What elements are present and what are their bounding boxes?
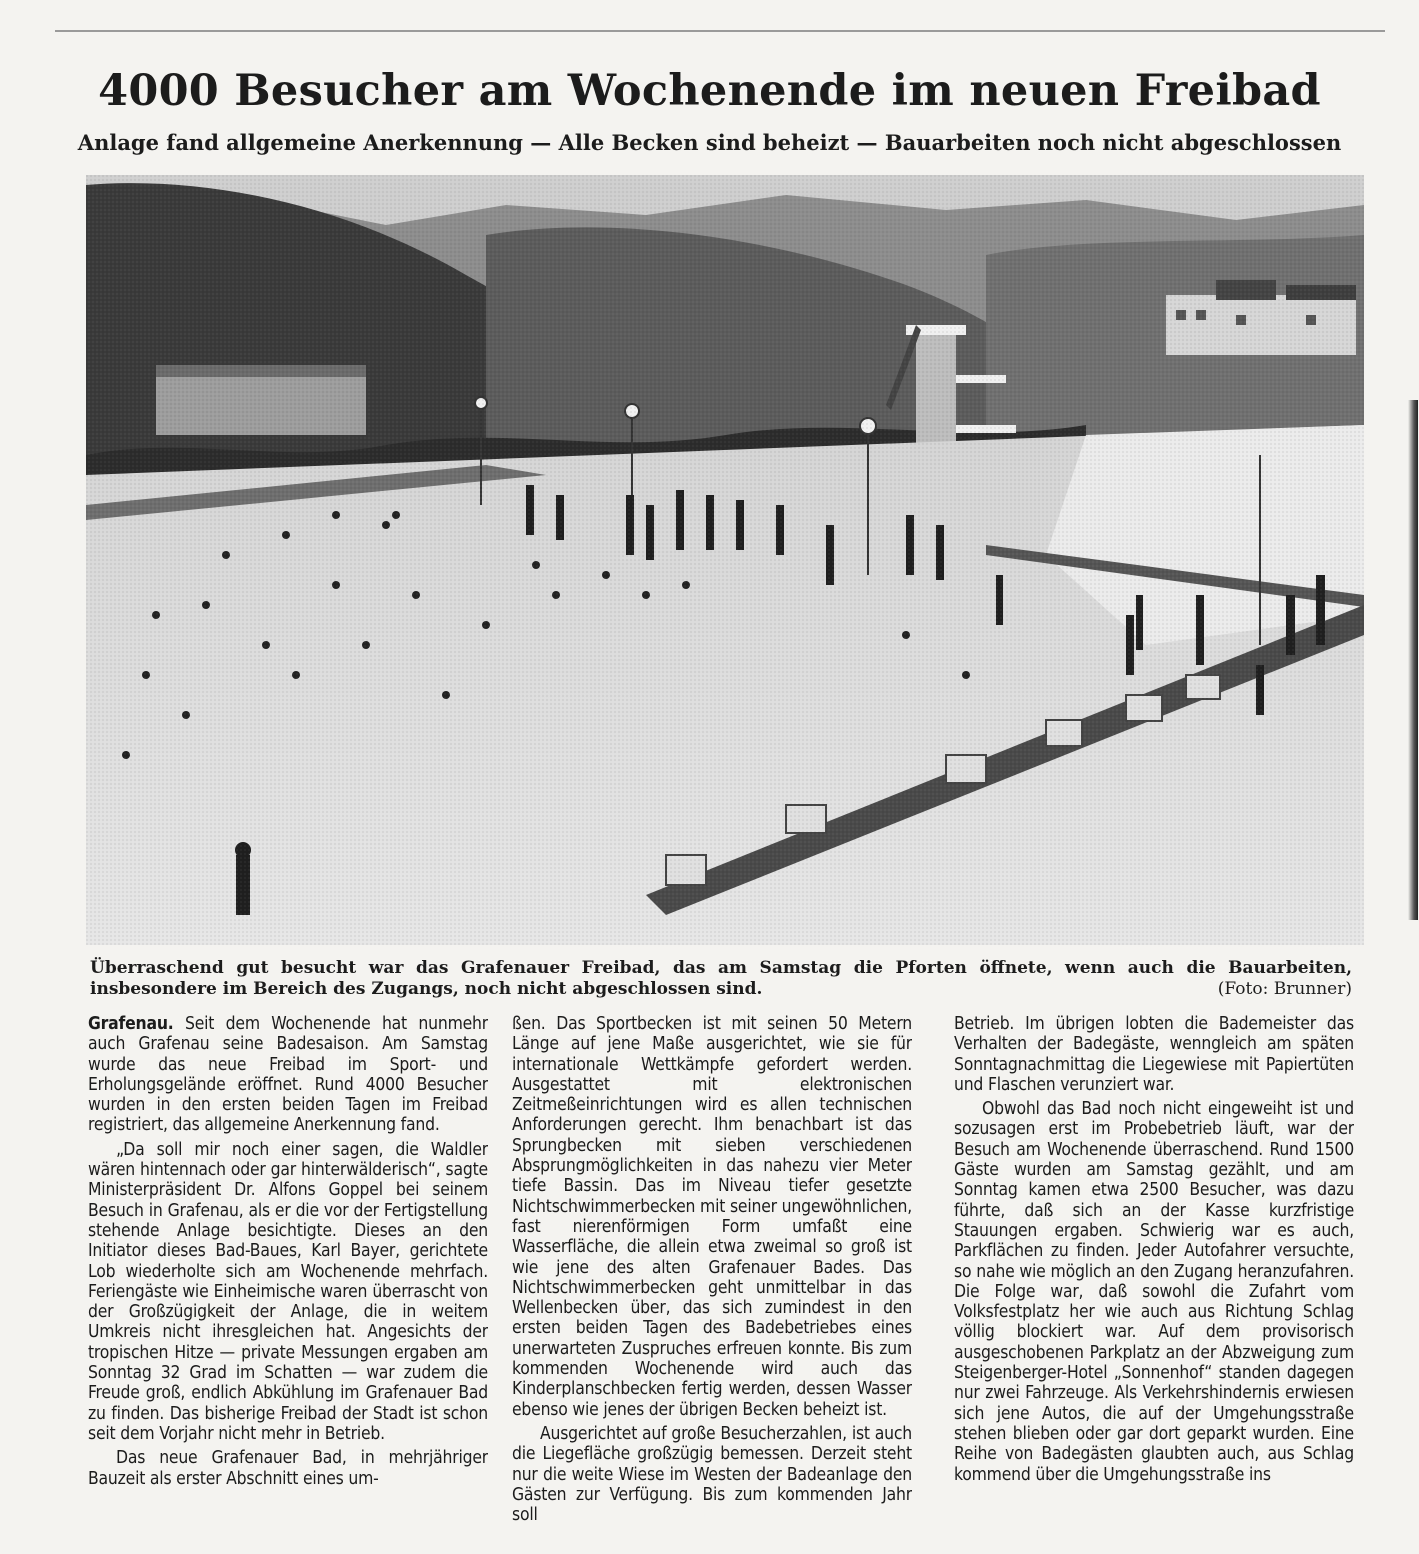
dateline: Grafenau. (88, 1014, 174, 1034)
top-rule (55, 30, 1385, 32)
article-column-1 (88, 1014, 488, 1554)
paragraph: ßen. Das Sportbecken ist mit seinen 50 Metern Länge auf jene Maße ausgerichtet, wie sie für internationale Wettkämpfe gefordert werden. Ausgestattet mit elektronischen Zeitmeßeinrichtungen wird es allen technischen Anforderungen gerecht. Ihm benachbart ist das Sprungbecken mit sieben verschiedenen Absprungmöglichkeiten in das nahezu vier Meter tiefe Bassin. Das im Niveau tiefer gesetzte Nichtschwimmerbecken mit seiner ungewöhnlichen, fast nierenförmigen Form umfaßt eine Wasserfläche, die allein etwa zweimal so groß ist wie jene des alten Grafenauer Bades. Das Nichtschwimmerbecken geht unmittelbar in das Wellenbecken über, das sich zumindest in den ersten beiden Tagen des Badebetriebes eines unerwarteten Zuspruches erfreuen konnte. Bis zum kommenden Wochenende wird auch das Kinderplanschbecken fertig werden, dessen Wasser ebenso wie jenes der übrigen Becken beheizt ist. (512, 1014, 912, 1420)
paragraph: Obwohl das Bad noch nicht eingeweiht ist und sozusagen erst im Probebetrieb läuft, war der Besuch am Wochenende überraschend. Rund 1500 Gäste wurden am Samstag gezählt, und am Sonntag kamen etwa 2500 Besucher, was dazu führte, daß sich an der Kasse kurzfristige Stauungen ergaben. Schwierig war es auch, Parkflächen zu finden. Jeder Autofahrer versuchte, so nahe wie möglich an den Zugang heranzufahren. Die Folge war, daß sowohl die Zufahrt vom Volksfestplatz her wie auch aus Richtung Schlag völlig blockiert war. Auf dem provisorisch ausgeschobenen Parkplatz an der Abzweigung zum Steigenberger-Hotel „Sonnenhof“ standen dagegen nur zwei Fahrzeuge. Als Verkehrshindernis erwiesen sich jene Autos, die auf der Umgehungsstraße stehen blieben oder gar dort geparkt wurden. Eine Reihe von Badegästen glaubten auch, aus Schlag kommend über die Umgehungsstraße ins (954, 1099, 1354, 1485)
article-column-3 (954, 1014, 1354, 1554)
photo-caption (90, 958, 1352, 1000)
swimming-pool-photo (86, 175, 1364, 945)
paragraph (88, 1014, 488, 1136)
paragraph: „Da soll mir noch einer sagen, die Waldler wären hintennach oder gar hinterwälderisch“, sagte Ministerpräsident Dr. Alfons Goppel bei seinem Besuch in Grafenau, als er die vor der Fertigstellung stehende Anlage besichtigte. Dieses an den Initiator dieses Bad-Baues, Karl Bayer, gerichtete Lob wiederholte sich am Wochenende mehrfach. Feriengäste wie Einheimische waren überrascht von der Großzügigkeit der Anlage, die in weitem Umkreis nicht ihresgleichen hat. Angesichts der tropischen Hitze — private Messungen ergaben am Sonntag 32 Grad im Schatten — war zudem die Freude groß, endlich Abkühlung im Grafenauer Bad zu finden. Das bisherige Freibad der Stadt ist schon seit dem Vorjahr nicht mehr in Betrieb. (88, 1139, 488, 1444)
headline: 4000 Besucher am Wochenende im neuen Freibad (98, 66, 1321, 116)
paragraph: Das neue Grafenauer Bad, in mehrjähriger Bauzeit als erster Abschnitt eines um- (88, 1448, 488, 1489)
article-column-2 (512, 1014, 912, 1554)
paragraph: Betrieb. Im übrigen lobten die Bademeister das Verhalten der Badegäste, wenngleich am späten Sonntagnachmittag die Liegewiese mit Papiertüten und Flaschen verunziert war. (954, 1014, 1354, 1095)
photo-credit: (Foto: Brunner) (1217, 979, 1352, 999)
subheadline: Anlage fand allgemeine Anerkennung — Alle Becken sind beheizt — Bauarbeiten noch nicht abgeschlossen (77, 130, 1342, 155)
caption-text: Überraschend gut besucht war das Grafenauer Freibad, das am Samstag die Pforten öffnete, wenn auch die Bauarbeiten, insbesondere im Bereich des Zugangs, noch nicht abgeschlossen sind. (90, 958, 1352, 999)
paragraph-text: Seit dem Wochenende hat nunmehr auch Grafenau seine Badesaison. Am Samstag wurde das neue Freibad im Sport- und Erholungsgelände eröffnet. Rund 4000 Besucher wurden in den ersten beiden Tagen im Freibad registriert, das allgemeine Anerkennung fand. (88, 1014, 488, 1136)
paragraph: Ausgerichtet auf große Besucherzahlen, ist auch die Liegefläche großzügig bemessen. Derzeit steht nur die weite Wiese im Westen der Badeanlage den Gästen zur Verfügung. Bis zum kommenden Jahr soll (512, 1423, 912, 1526)
scan-edge-shadow (1408, 400, 1418, 920)
